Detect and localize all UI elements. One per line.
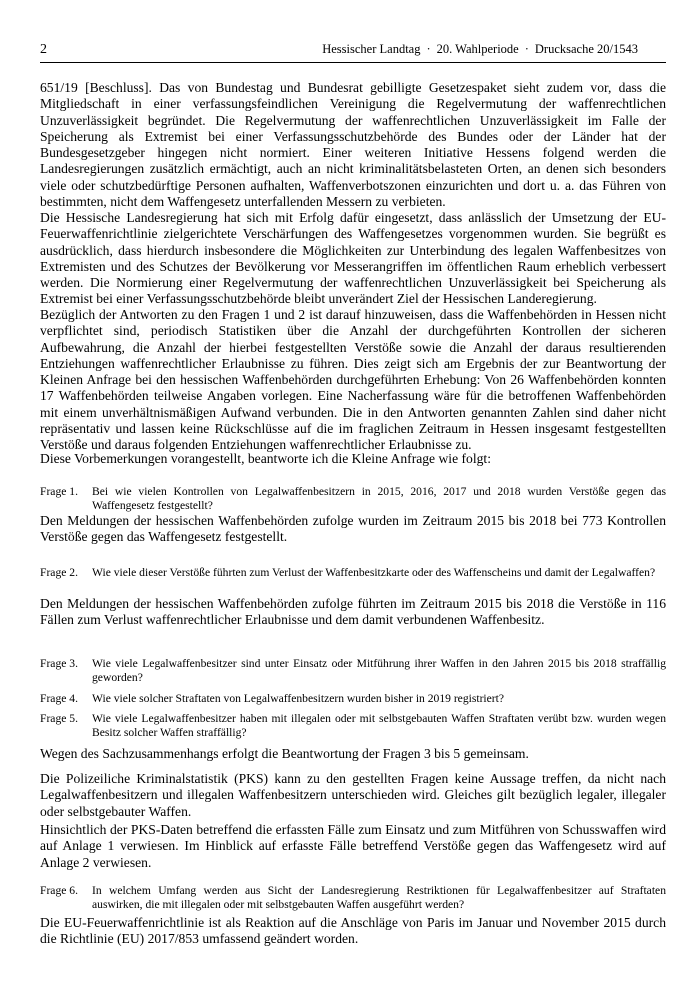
header-document-number: Drucksache 20/1543	[534, 42, 638, 56]
paragraph-landesregierung: Die Hessische Landesregierung hat sich mit Erfolg dafür eingesetzt, dass anlässlich der Umsetzung der EU-Feuerwaffenrichtlinie zielgerichtete Verschärfungen des Waffengesetzes vorgenommen wurden. Sie begrüßt es ausdrücklich, dass hierdurch insbesondere die Möglichkeiten zur Unterbindung des legalen Waffenbesitzes von Extremisten und des Schutzes der Bevölkerung vor Messerangriffen im öffentlichen Raum erheblich verbessert werden. Die Normierung einer Regelvermutung der waffenrechtlichen Unzuverlässigkeit bei Speicherung als Extremist bei einer Verfassungsschutzbehörde bleibt unverändert Ziel der Hessischen Landeregierung.	[40, 210, 666, 307]
header-separator: ·	[524, 42, 529, 56]
question-label: Frage 1.	[40, 485, 78, 498]
question-6	[40, 884, 666, 911]
question-text: In welchem Umfang werden aus Sicht der Landesregierung Restriktionen für Legalwaffenbesitzer auf Straftaten auswirken, die mit illegalen oder mit selbstgebauten Waffen ausgeführt werden?	[92, 884, 666, 911]
question-label: Frage 4.	[40, 692, 78, 705]
answer-1: Den Meldungen der hessischen Waffenbehörden zufolge wurden im Zeitraum 2015 bis 2018 bei 773 Kontrollen Verstöße gegen das Waffengesetz festgestellt.	[40, 513, 666, 545]
question-text: Wie viele solcher Straftaten von Legalwaffenbesitzern wurden bisher in 2019 registriert?	[92, 692, 505, 705]
answer-6: Die EU-Feuerwaffenrichtlinie ist als Reaktion auf die Anschläge von Paris im Januar und November 2015 durch die Richtlinie (EU) 2017/853 umfassend geändert worden.	[40, 915, 666, 947]
question-text: Wie viele Legalwaffenbesitzer haben mit illegalen oder mit selbstgebauten Waffen Straftaten verübt bzw. wurden wegen Besitz solcher Waffen straffällig?	[92, 712, 666, 739]
question-text: Wie viele Legalwaffenbesitzer sind unter Einsatz oder Mitführung ihrer Waffen in den Jahren 2015 bis 2018 straffällig geworden?	[92, 657, 666, 684]
answer-2: Den Meldungen der hessischen Waffenbehörden zufolge führten im Zeitraum 2015 bis 2018 die Verstöße in 116 Fällen zum Verlust waffenrechtlicher Erlaubnisse und dem damit verbundenen Waffenbesitz.	[40, 596, 666, 628]
answer-3-5-anlagen: Hinsichtlich der PKS-Daten betreffend die erfassten Fälle zum Einsatz und zum Mitführen von Schusswaffen wird auf Anlage 1 verwiesen. Im Hinblick auf erfasste Fälle betreffend Verstöße gegen das Waffengesetz wird auf Anlage 2 verwiesen.	[40, 822, 666, 870]
question-5	[40, 712, 666, 739]
paragraph-intro-continued: 651/19 [Beschluss]. Das von Bundestag und Bundesrat gebilligte Gesetzespaket sieht zudem vor, dass die Mitgliedschaft in einer verfassungsfeindlichen Vereinigung die Regelvermutung der waffenrechtlichen Unzuverlässigkeit begründet. Die Regelvermutung der waffenrechtlichen Unzuverlässigkeit im Falle der Speicherung als Extremist bei einer Verfassungsschutzbehörde des Bundes oder der Länder hat der Bundesgesetzgeber hingegen nicht normiert. Einer weiteren Initiative Hessens folgend werden die Landesregierungen zusätzlich ermächtigt, auch an nicht kriminalitätsbelasteten Orten, an denen sich besonders viele oder schutzbedürftige Personen aufhalten, Waffenverbotszonen einzurichten und dort u. a. das Führen von bestimmten, nicht dem Waffengesetz unterfallenden Messern zu verbieten.	[40, 80, 666, 210]
header-separator: ·	[426, 42, 431, 56]
question-label: Frage 2.	[40, 566, 78, 579]
question-label: Frage 6.	[40, 884, 78, 897]
question-2	[40, 566, 666, 580]
question-label: Frage 3.	[40, 657, 78, 670]
header-period: 20. Wahlperiode	[436, 42, 519, 56]
question-1	[40, 485, 666, 512]
question-text: Bei wie vielen Kontrollen von Legalwaffenbesitzern in 2015, 2016, 2017 und 2018 wurden Verstöße gegen das Waffengesetz festgestellt?	[92, 485, 666, 512]
paragraph-transition: Diese Vorbemerkungen vorangestellt, beantworte ich die Kleine Anfrage wie folgt:	[40, 451, 491, 466]
page-number: 2	[40, 42, 47, 57]
paragraph-preliminary-note: Bezüglich der Antworten zu den Fragen 1 und 2 ist darauf hinzuweisen, dass die Waffenbehörden in Hessen nicht verpflichtet sind, periodisch Statistiken über die Anzahl der durchgeführten Kontrollen der sicheren Aufbewahrung, die Anzahl der hierbei festgestellten Verstöße sowie die Anzahl der daraus resultierenden Entziehungen waffenrechtlicher Erlaubnisse zu führen. Dies zeigt sich am Ergebnis der zur Beantwortung der Kleinen Anfrage bei den hessischen Waffenbehörden durchgeführten Erhebung: Von 26 Waffenbehörden konnten 17 Waffenbehörden teilweise Angaben vorlegen. Eine Nacherfassung wäre für die betroffenen Waffenbehörden mit einem unverhältnismäßigen Aufwand verbunden. Die in den Antworten genannten Zahlen sind daher nicht repräsentativ und lassen keine Rückschlüsse auf die im fraglichen Zeitraum in Hessen insgesamt festgestellten Verstöße und daraus folgenden Entziehungen waffenrechtlicher Erlaubnisse zu.	[40, 307, 666, 453]
header-parliament: Hessischer Landtag	[322, 42, 421, 56]
question-3	[40, 657, 666, 684]
answer-3-5: Wegen des Sachzusammenhangs erfolgt die Beantwortung der Fragen 3 bis 5 gemeinsam.	[40, 746, 529, 761]
question-label: Frage 5.	[40, 712, 78, 725]
header-running-title	[322, 42, 638, 57]
answer-3-5-pks: Die Polizeiliche Kriminalstatistik (PKS) kann zu den gestellten Fragen keine Aussage treffen, da nicht nach Legalwaffenbesitzern und illegalen Waffenbesitzern unterschieden wird. Gleiches gilt bezüglich legaler, illegaler oder selbstgebauter Waffen.	[40, 771, 666, 819]
running-header	[40, 40, 666, 63]
question-text: Wie viele dieser Verstöße führten zum Verlust der Waffenbesitzkarte oder des Waffenscheins und damit der Legalwaffen?	[92, 566, 656, 579]
question-4	[40, 692, 666, 706]
